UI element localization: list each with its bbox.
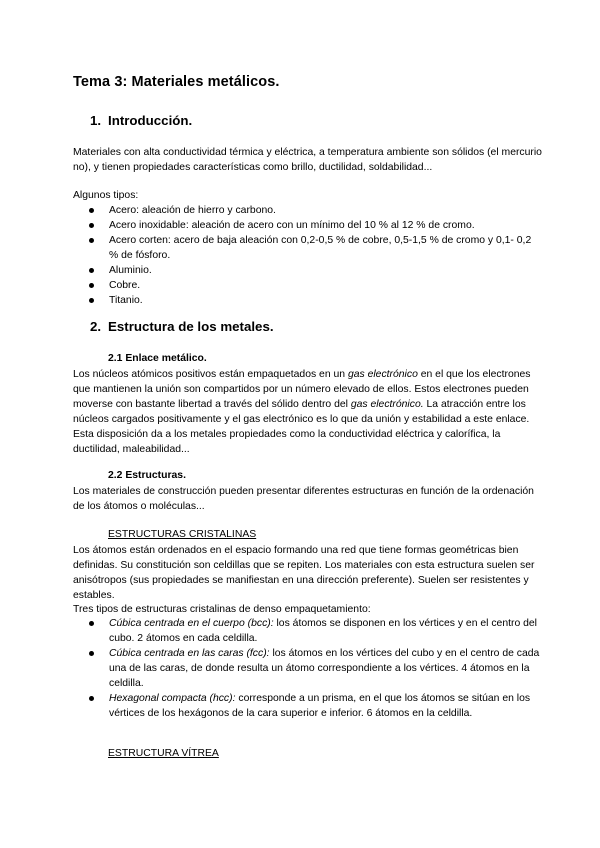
bullet-icon (89, 651, 94, 656)
list-item: Acero inoxidable: aleación de acero con un mínimo del 10 % al 12 % de cromo. (73, 218, 543, 233)
list-item: Acero corten: acero de baja aleación con 0,2-0,5 % de cobre, 0,5-1,5 % de cromo y 0,1- 0,2 % de fósforo. (73, 233, 543, 263)
estructuras-paragraph: Los materiales de construcción pueden presentar diferentes estructuras en función de la ordenación de los átomos o moléculas... (73, 486, 534, 512)
list-item: Acero: aleación de hierro y carbono. (73, 203, 543, 218)
bullet-icon (89, 283, 94, 288)
section-heading-introduccion (90, 113, 192, 128)
crystal-types-list (73, 616, 543, 721)
list-item: Aluminio. (73, 263, 543, 278)
intro-paragraph: Materiales con alta conductividad térmica y eléctrica, a temperatura ambiente son sólidos (el mercurio no), y tienen propiedades características como brillo, ductilidad, soldabilidad... (73, 147, 542, 173)
bullet-icon (89, 238, 94, 243)
subsection-heading-enlace: 2.1 Enlace metálico. (108, 353, 207, 364)
section-title: Estructura de los metales. (108, 319, 274, 334)
section-title: Introducción. (108, 113, 193, 128)
bullet-icon (89, 208, 94, 213)
list-item: Hexagonal compacta (hcc): corresponde a un prisma, en el que los átomos se sitúan en los vértices de los hexágonos de la cara superior e inferior. 6 átomos en la celdilla. (73, 691, 543, 721)
bullet-icon (89, 223, 94, 228)
section-number: 2. (90, 319, 102, 334)
enlace-paragraph: Los núcleos atómicos positivos están empaquetados en un gas electrónico en el que los electrones que mantienen la unión son compartidos por un número elevado de ellos. Estos electrones pueden moverse con bastante libertad a través del sólido dentro del gas electrónico. La atracción entre los núcleos cargados positivamente y el gas electrónico es lo que da unión y estabilidad a este enlace. Esta disposición da a los metales propiedades como la conductividad eléctrica y calorífica, la ductilidad, maleabilidad... (73, 369, 531, 455)
crystalline-paragraph: Los átomos están ordenados en el espacio formando una red que tiene formas geométricas bien definidas. Su constitución son celdillas que se repiten. Los materiales con esta estructura suelen ser anisótropos (sus propiedades se manifiestan en una dirección preferente). Suelen ser resistentes y estables. (73, 545, 535, 601)
list-item: Cobre. (73, 278, 543, 293)
page-title: Tema 3: Materiales metálicos. (73, 74, 280, 90)
subsection-heading-estructuras: 2.2 Estructuras. (108, 470, 186, 481)
crystalline-heading: ESTRUCTURAS CRISTALINAS (108, 529, 257, 540)
section-number: 1. (90, 113, 102, 128)
section-heading-estructura (90, 319, 274, 334)
list-item: Cúbica centrada en las caras (fcc): los átomos en los vértices del cubo y en el centro de cada una de las caras, de donde resulta un átomo correspondiente a los vértices. 4 átomos en la celdilla. (73, 646, 543, 691)
types-intro: Algunos tipos: (73, 190, 139, 201)
bullet-icon (89, 696, 94, 701)
bullet-icon (89, 621, 94, 626)
list-item: Titanio. (73, 293, 543, 308)
bullet-icon (89, 298, 94, 303)
vitreous-heading: ESTRUCTURA VÍTREA (108, 748, 219, 759)
list-item: Cúbica centrada en el cuerpo (bcc): los átomos se disponen en los vértices y en el centro del cubo. 2 átomos en cada celdilla. (73, 616, 543, 646)
crystalline-types-intro: Tres tipos de estructuras cristalinas de denso empaquetamiento: (73, 604, 371, 615)
metal-types-list (73, 203, 543, 308)
bullet-icon (89, 268, 94, 273)
